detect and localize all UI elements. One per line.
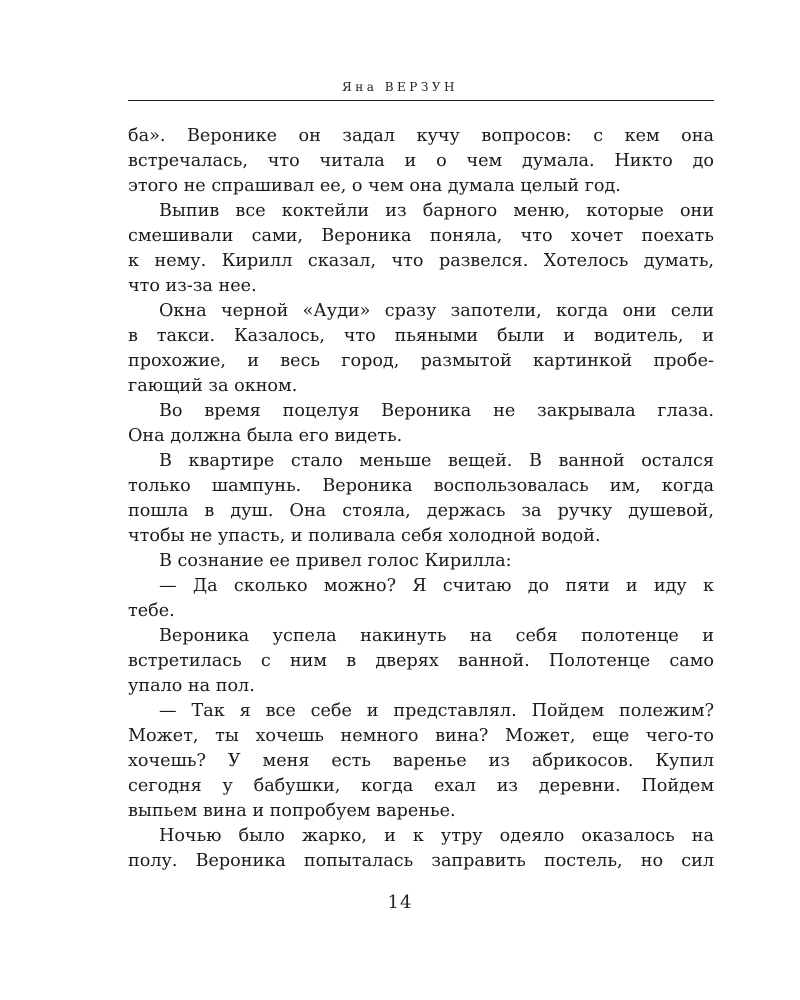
text-line: В сознание ее привел голос Кирилла: xyxy=(159,551,512,571)
page-number: 14 xyxy=(387,892,413,913)
text-line: пошла в душ. Она стояла, держась за ручку душевой, xyxy=(128,501,714,521)
text-line: Ночью было жарко, и к утру одеяло оказалось на xyxy=(159,826,714,846)
text-line: выпьем вина и попробуем варенье. xyxy=(128,801,456,821)
text-line: встретилась с ним в дверях ванной. Полотенце само xyxy=(128,651,714,671)
text-line: Может, ты хочешь немного вина? Может, еще чего-то xyxy=(128,726,714,746)
text-line: гающий за окном. xyxy=(128,376,298,396)
text-line: сегодня у бабушки, когда ехал из деревни. Пойдем xyxy=(128,776,714,796)
text-line: встречалась, что читала и о чем думала. Никто до xyxy=(128,151,714,171)
text-line: Вероника успела накинуть на себя полотенце и xyxy=(159,626,714,646)
text-line: к нему. Кирилл сказал, что развелся. Хотелось думать, xyxy=(128,251,714,271)
text-line: хочешь? У меня есть варенье из абрикосов. Купил xyxy=(128,751,714,771)
running-head-author: Яна ВЕРЗУН xyxy=(342,80,458,94)
text-line: Во время поцелуя Вероника не закрывала глаза. xyxy=(159,401,714,421)
body-text xyxy=(128,124,714,874)
text-line: Окна черной «Ауди» сразу запотели, когда они сели xyxy=(159,301,714,321)
text-line: прохожие, и весь город, размытой картинкой пробе- xyxy=(128,351,714,371)
text-line: упало на пол. xyxy=(128,676,255,696)
header-rule xyxy=(128,100,714,101)
text-line: смешивали сами, Вероника поняла, что хочет поехать xyxy=(128,226,714,246)
text-line: тебе. xyxy=(128,601,175,621)
text-line: чтобы не упасть, и поливала себя холодной водой. xyxy=(128,526,601,546)
text-line: В квартире стало меньше вещей. В ванной остался xyxy=(159,451,714,471)
text-line: что из-за нее. xyxy=(128,276,257,296)
text-line: полу. Вероника попыталась заправить постель, но сил xyxy=(128,851,714,871)
text-line: Выпив все коктейли из барного меню, которые они xyxy=(159,201,714,221)
text-line: в такси. Казалось, что пьяными были и водитель, и xyxy=(128,326,714,346)
text-line: — Так я все себе и представлял. Пойдем полежим? xyxy=(159,701,714,721)
text-line: — Да сколько можно? Я считаю до пяти и иду к xyxy=(159,576,714,596)
text-line: ба». Веронике он задал кучу вопросов: с кем она xyxy=(128,126,714,146)
text-line: этого не спрашивал ее, о чем она думала целый год. xyxy=(128,176,621,196)
text-line: только шампунь. Вероника воспользовалась им, когда xyxy=(128,476,714,496)
text-line: Она должна была его видеть. xyxy=(128,426,403,446)
